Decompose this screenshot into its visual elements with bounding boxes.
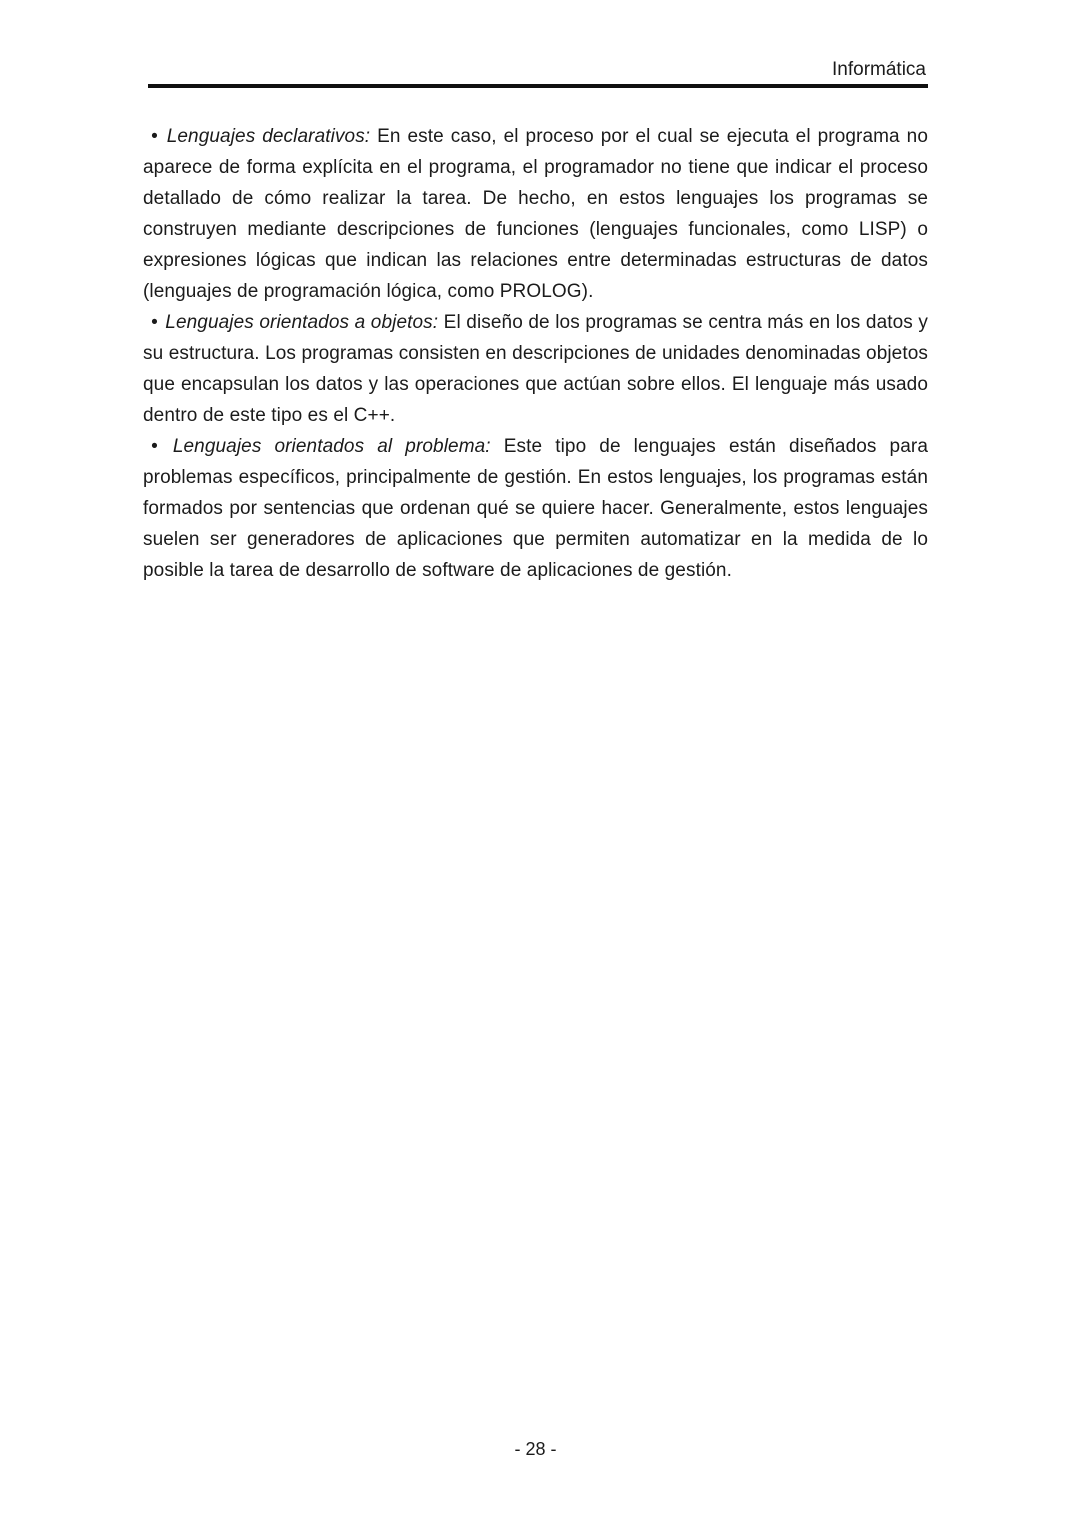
page-header <box>148 58 928 88</box>
bullet-icon: • <box>151 312 158 333</box>
page-footer <box>143 1438 928 1460</box>
bullet-icon: • <box>151 436 158 457</box>
page-body <box>143 121 928 586</box>
header-rule <box>148 84 928 88</box>
page-number: - 28 - <box>514 1439 557 1459</box>
bullet-paragraph-objetos <box>143 307 928 431</box>
bullet-text: El diseño de los programas se centra más en los datos y su estructura. Los programas consisten en descripciones de unidades denominadas objetos que encapsulan los datos y las operaciones que actúan sobre ellos. El lenguaje más usado dentro de este tipo es el C++. <box>143 312 928 426</box>
bullet-lead: Lenguajes orientados al problema: <box>172 436 491 457</box>
bullet-paragraph-declarativos <box>143 121 928 307</box>
bullet-lead: Lenguajes orientados a objetos: <box>165 312 439 333</box>
bullet-text: En este caso, el proceso por el cual se ejecuta el programa no aparece de forma explícita en el programa, el programador no tiene que indicar el proceso detallado de cómo realizar la tarea. De hecho, en estos lenguajes los programas se construyen mediante descripciones de funciones (lenguajes funcionales, como LISP) o expresiones lógicas que indican las relaciones entre determinadas estructuras de datos (lenguajes de programación lógica, como PROLOG). <box>143 126 928 302</box>
bullet-paragraph-problema <box>143 431 928 586</box>
bullet-text: Este tipo de lenguajes están diseñados para problemas específicos, principalmente de gestión. En estos lenguajes, los programas están formados por sentencias que ordenan qué se quiere hacer. Generalmente, estos lenguajes suelen ser generadores de aplicaciones que permiten automatizar en la medida de lo posible la tarea de desarrollo de software de aplicaciones de gestión. <box>143 436 928 581</box>
bullet-lead: Lenguajes declarativos: <box>166 126 371 147</box>
header-title: Informática <box>832 59 926 80</box>
bullet-icon: • <box>151 126 158 147</box>
